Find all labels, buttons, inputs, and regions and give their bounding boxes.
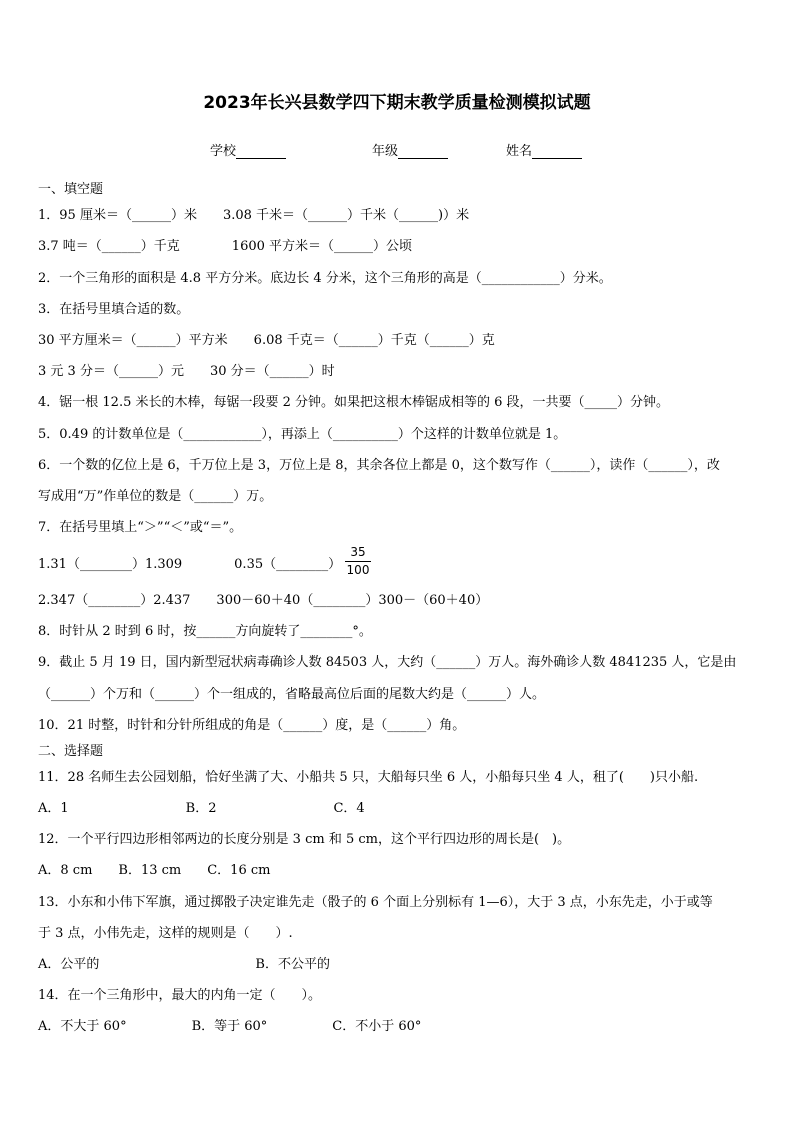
question-line: 3.7 吨＝（______）千克 1600 平方米＝（______）公顷 <box>38 239 413 254</box>
name-label: 姓名 <box>506 144 533 159</box>
grade-field <box>372 140 448 159</box>
question-line: 11．28 名师生去公园划船，恰好坐满了大、小船共 5 只，大船每只坐 6 人，小船每只坐 4 人，租了( )只小船. <box>38 770 699 785</box>
choice-options: A．8 cm B．13 cm C．16 cm <box>38 863 271 878</box>
question-line: 30 平方厘米＝（______）平方米 6.08 千克＝（______）千克（______）克 <box>38 333 495 348</box>
school-blank[interactable] <box>236 144 286 159</box>
fraction-denominator: 100 <box>346 563 370 577</box>
question-line: 6．一个数的亿位上是 6，千万位上是 3，万位上是 8，其余各位上都是 0，这个数写作（______），读作（______），改 <box>38 458 720 473</box>
choice-options: A．1 B．2 C．4 <box>38 801 365 816</box>
section-heading-fill-blank: 一、填空题 <box>38 182 104 197</box>
question-line: 2.347（________）2.437 300－60＋40（________）300－（60＋40） <box>38 593 489 608</box>
name-blank[interactable] <box>532 144 582 159</box>
school-label: 学校 <box>210 144 237 159</box>
question-line: 9．截止 5 月 19 日，国内新型冠状病毒确诊人数 84503 人，大约（______）万人。海外确诊人数 4841235 人，它是由 <box>38 655 737 670</box>
section-heading-multiple-choice: 二、选择题 <box>38 744 104 759</box>
question-line: （______）个万和（______）个一组成的，省略最高位后面的尾数大约是（______）人。 <box>38 687 546 702</box>
question-line: 4．锯一根 12.5 米长的木棒，每锯一段要 2 分钟。如果把这根木棒锯成相等的 6 段，一共要（_____）分钟。 <box>38 395 670 410</box>
page-title: 2023年长兴县数学四下期末教学质量检测模拟试题 <box>203 93 591 113</box>
question-line: 于 3 点，小伟先走，这样的规则是（ ）. <box>38 926 293 941</box>
question-line: 3．在括号里填合适的数。 <box>38 302 190 317</box>
choice-options: A．不大于 60° B．等于 60° C．不小于 60° <box>38 1019 422 1034</box>
question-line: 2．一个三角形的面积是 4.8 平方分米。底边长 4 分米，这个三角形的高是（____________）分米。 <box>38 271 612 286</box>
question-line: 写成用“万”作单位的数是（______）万。 <box>38 489 273 504</box>
question-line: 1．95 厘米＝（______）米 3.08 千米＝（______）千米（______)）米 <box>38 208 470 223</box>
question-line: 3 元 3 分＝（______）元 30 分＝（______）时 <box>38 364 335 379</box>
question-line: 7．在括号里填上“＞”“＜”或“＝”。 <box>38 520 243 535</box>
question-line: 12．一个平行四边形相邻两边的长度分别是 3 cm 和 5 cm，这个平行四边形的周长是( )。 <box>38 832 571 847</box>
question-line: 10．21 时整，时针和分针所组成的角是（______）度，是（______）角。 <box>38 718 466 733</box>
choice-options: A．公平的 B．不公平的 <box>38 957 330 972</box>
name-field <box>506 140 582 159</box>
fraction-bar <box>345 561 371 562</box>
school-field <box>210 140 286 159</box>
grade-blank[interactable] <box>398 144 448 159</box>
question-line: 13．小东和小伟下军旗，通过掷骰子决定谁先走（骰子的 6 个面上分别标有 1—6），大于 3 点，小东先走，小于或等 <box>38 895 713 910</box>
fraction-numerator: 35 <box>350 545 366 559</box>
question-line: 5．0.49 的计数单位是（____________），再添上（__________）个这样的计数单位就是 1。 <box>38 427 567 442</box>
fraction-35-over-100 <box>345 545 371 578</box>
grade-label: 年级 <box>372 144 399 159</box>
question-line: 1.31（________）1.309 0.35（________） <box>38 557 342 572</box>
question-line: 14．在一个三角形中，最大的内角一定（ ）。 <box>38 988 322 1003</box>
question-line: 8．时针从 2 时到 6 时，按______方向旋转了________°。 <box>38 624 372 639</box>
